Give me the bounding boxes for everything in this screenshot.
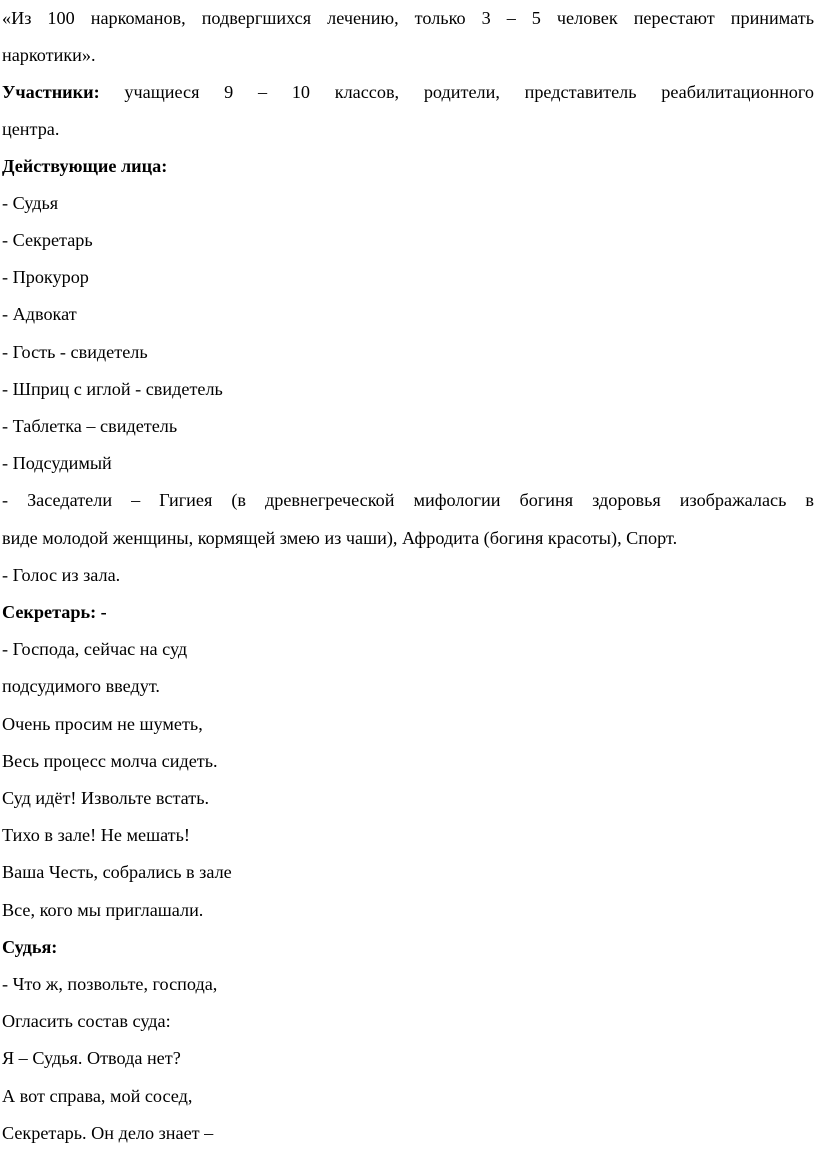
intro-line: «Из 100 наркоманов, подвергшихся лечению, только 3 – 5 человек перестают принимать [2, 8, 814, 28]
verse-line: Я – Судья. Отвода нет? [2, 1048, 181, 1068]
verse-line: подсудимого введут. [2, 676, 160, 696]
character-item: - Секретарь [2, 230, 93, 250]
verse-line: Очень просим не шуметь, [2, 714, 203, 734]
participants-text: учащиеся 9 – 10 классов, родители, представитель реабилитационного [99, 82, 814, 102]
characters-heading: Действующие лица: [2, 156, 168, 176]
verse-line: Весь процесс молча сидеть. [2, 751, 218, 771]
speaker-judge: Судья: [2, 937, 58, 957]
participants-line: центра. [2, 119, 60, 139]
verse-line: Ваша Честь, собрались в зале [2, 862, 232, 882]
character-item: - Гость - свидетель [2, 342, 148, 362]
verse-line: А вот справа, мой сосед, [2, 1086, 193, 1106]
verse-line: Суд идёт! Извольте встать. [2, 788, 210, 808]
participants-line [2, 81, 814, 103]
character-item: - Голос из зала. [2, 565, 121, 585]
character-item: - Заседатели – Гигиея (в древнегреческой мифологии богиня здоровья изображалась в [2, 490, 814, 510]
character-item: виде молодой женщины, кормящей змею из чаши), Афродита (богиня красоты), Спорт. [2, 528, 678, 548]
intro-line: наркотики». [2, 45, 96, 65]
character-item: - Адвокат [2, 304, 77, 324]
verse-line: Тихо в зале! Не мешать! [2, 825, 190, 845]
speaker-secretary: Секретарь: - [2, 602, 107, 622]
participants-label: Участники: [2, 82, 100, 102]
character-item: - Шприц с иглой - свидетель [2, 379, 223, 399]
character-item: - Судья [2, 193, 59, 213]
verse-line: - Господа, сейчас на суд [2, 639, 188, 659]
verse-line: - Что ж, позвольте, господа, [2, 974, 218, 994]
verse-line: Секретарь. Он дело знает – [2, 1123, 214, 1143]
character-item: - Прокурор [2, 267, 89, 287]
character-item: - Подсудимый [2, 453, 112, 473]
verse-line: Огласить состав суда: [2, 1011, 171, 1031]
character-item: - Таблетка – свидетель [2, 416, 178, 436]
verse-line: Все, кого мы приглашали. [2, 900, 204, 920]
